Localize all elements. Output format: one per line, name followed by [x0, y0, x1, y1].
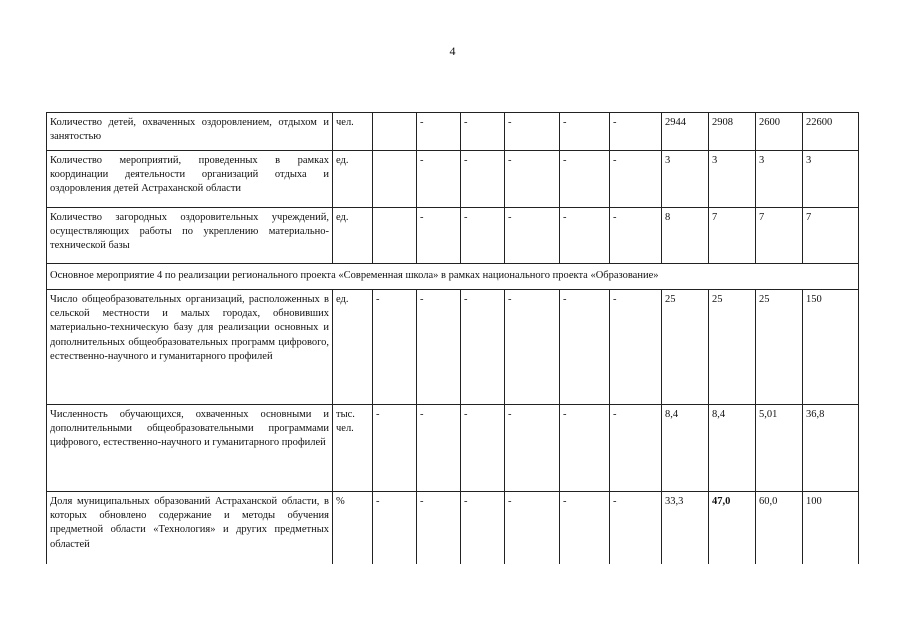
indicator-description: Численность обучающихся, охваченных основными и дополнительными общеобразовательными программами цифрового, естественно-научного и гуманитарного профилей — [47, 405, 333, 492]
value-cell: - — [417, 151, 461, 208]
value-cell: - — [461, 151, 505, 208]
table-row — [47, 113, 859, 151]
section-heading: Основное мероприятие 4 по реализации регионального проекта «Современная школа» в рамках национального проекта «Образование» — [47, 264, 859, 290]
value-cell: - — [373, 405, 417, 492]
value-cell: - — [417, 113, 461, 151]
value-cell: - — [560, 151, 610, 208]
value-cell: 5,01 — [756, 405, 803, 492]
value-cell: 33,3 — [662, 492, 709, 564]
value-cell: 36,8 — [803, 405, 859, 492]
value-cell: - — [505, 208, 560, 264]
value-cell: 3 — [709, 151, 756, 208]
table-row — [47, 290, 859, 405]
value-cell: - — [560, 113, 610, 151]
value-cell: 60,0 — [756, 492, 803, 564]
indicators-table — [46, 112, 859, 564]
value-cell: - — [505, 113, 560, 151]
blank-cell — [373, 113, 417, 151]
value-cell: - — [610, 290, 662, 405]
indicator-description: Количество детей, охваченных оздоровлением, отдыхом и занятостью — [47, 113, 333, 151]
value-cell: - — [461, 405, 505, 492]
value-cell: 3 — [803, 151, 859, 208]
value-cell: - — [461, 208, 505, 264]
indicator-description: Количество мероприятий, проведенных в рамках координации деятельности организаций отдыха и оздоровления детей Астраханской области — [47, 151, 333, 208]
value-cell: 8,4 — [709, 405, 756, 492]
value-cell: 100 — [803, 492, 859, 564]
table-row — [47, 405, 859, 492]
value-cell: - — [560, 492, 610, 564]
value-cell: - — [610, 113, 662, 151]
value-cell: - — [505, 492, 560, 564]
indicator-unit: чел. — [333, 113, 373, 151]
value-cell: 150 — [803, 290, 859, 405]
value-cell: 22600 — [803, 113, 859, 151]
value-cell: 25 — [709, 290, 756, 405]
value-cell: 7 — [803, 208, 859, 264]
value-cell: 8 — [662, 208, 709, 264]
indicator-description: Количество загородных оздоровительных учреждений, осуществляющих работы по укреплению материально-технической базы — [47, 208, 333, 264]
value-cell: - — [505, 151, 560, 208]
value-cell: 2908 — [709, 113, 756, 151]
value-cell: - — [610, 405, 662, 492]
value-cell: 3 — [756, 151, 803, 208]
table-row — [47, 208, 859, 264]
value-cell: - — [610, 151, 662, 208]
indicator-unit: ед. — [333, 151, 373, 208]
indicator-unit: % — [333, 492, 373, 564]
value-cell: 47,0 — [709, 492, 756, 564]
value-cell: - — [560, 208, 610, 264]
value-cell: 2944 — [662, 113, 709, 151]
section-row — [47, 264, 859, 290]
indicator-description: Доля муниципальных образований Астраханской области, в которых обновлено содержание и методы обучения предметной области «Технология» и других предметных областей — [47, 492, 333, 564]
value-cell: 7 — [756, 208, 803, 264]
value-cell: - — [461, 492, 505, 564]
value-cell: 8,4 — [662, 405, 709, 492]
table-row — [47, 151, 859, 208]
table-row — [47, 492, 859, 564]
page-number: 4 — [449, 44, 456, 58]
value-cell: - — [461, 113, 505, 151]
value-cell: 2600 — [756, 113, 803, 151]
indicator-unit: тыс. чел. — [333, 405, 373, 492]
value-cell: - — [461, 290, 505, 405]
value-cell: - — [505, 290, 560, 405]
value-cell: 25 — [662, 290, 709, 405]
value-cell: - — [610, 208, 662, 264]
value-cell: 7 — [709, 208, 756, 264]
value-cell: - — [610, 492, 662, 564]
blank-cell — [373, 208, 417, 264]
value-cell: 3 — [662, 151, 709, 208]
indicator-description: Число общеобразовательных организаций, расположенных в сельской местности и малых городах, обновивших материально-техническую базу для реализации основных и дополнительных общеобразовательных программ цифрового, естественно-научного и гуманитарного профилей — [47, 290, 333, 405]
value-cell: - — [417, 290, 461, 405]
value-cell: - — [417, 208, 461, 264]
blank-cell — [373, 151, 417, 208]
value-cell: - — [560, 290, 610, 405]
value-cell: 25 — [756, 290, 803, 405]
value-cell: - — [560, 405, 610, 492]
indicator-unit: ед. — [333, 290, 373, 405]
value-cell: - — [417, 405, 461, 492]
value-cell: - — [505, 405, 560, 492]
value-cell: - — [373, 492, 417, 564]
indicator-unit: ед. — [333, 208, 373, 264]
value-cell: - — [417, 492, 461, 564]
value-cell: - — [373, 290, 417, 405]
